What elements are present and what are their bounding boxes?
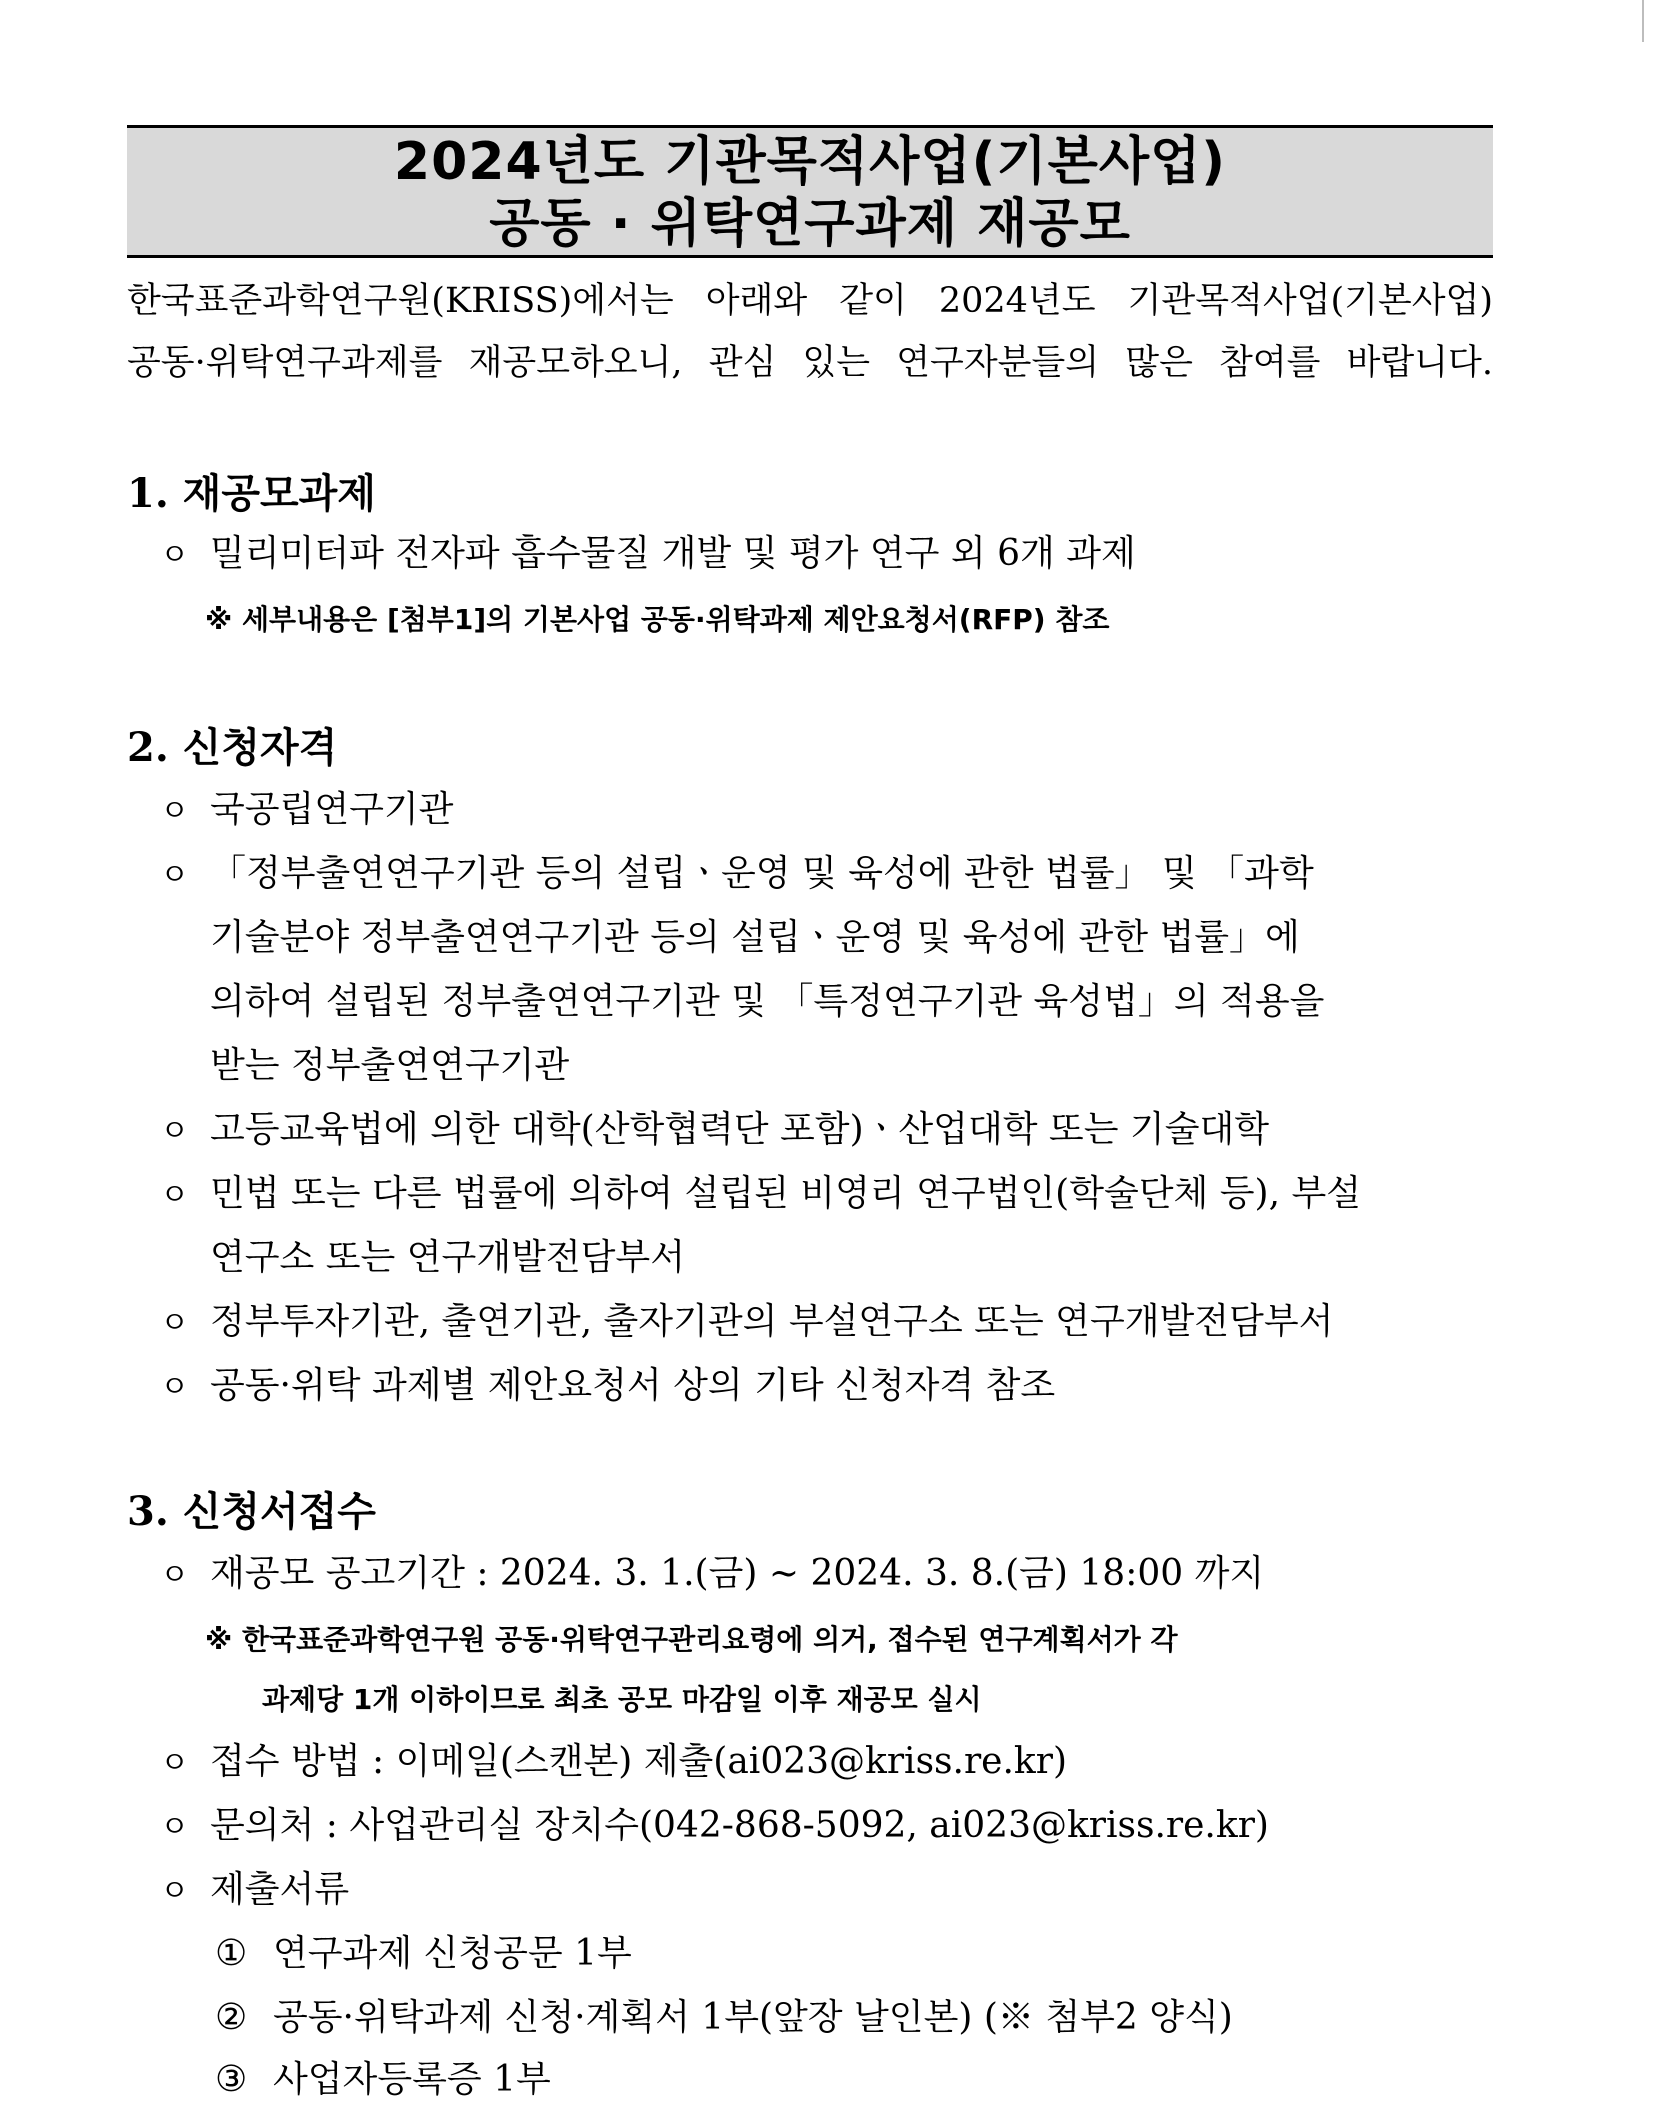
list-item-text: 재공모 공고기간 : 2024. 3. 1.(금) ~ 2024. 3. 8.(금) 18:00 까지 bbox=[210, 1553, 1265, 1594]
section-1-note: ※ 세부내용은 [첨부1]의 기본사업 공동·위탁과제 제안요청서(RFP) 참조 bbox=[205, 603, 1110, 636]
section-2-heading: 2. 신청자격 bbox=[127, 724, 338, 771]
document-list-item bbox=[215, 2048, 551, 2112]
list-item bbox=[160, 1794, 1493, 1860]
document-list-text: 공동·위탁과제 신청·계획서 1부(앞장 날인본) (※ 첨부2 양식) bbox=[273, 1997, 1233, 2038]
circled-number: ② bbox=[215, 1997, 248, 2038]
list-item bbox=[160, 842, 1493, 908]
document-list-item bbox=[215, 1986, 1233, 2050]
bullet-icon: ㅇ bbox=[160, 858, 189, 893]
list-item-text: 정부투자기관, 출연기관, 출자기관의 부설연구소 또는 연구개발전담부서 bbox=[210, 1301, 1334, 1342]
list-item bbox=[160, 1858, 1493, 1924]
section-3-heading: 3. 신청서접수 bbox=[127, 1488, 376, 1535]
list-item-text: 국공립연구기관 bbox=[210, 789, 454, 830]
list-item bbox=[160, 522, 1493, 588]
bullet-icon: ㅇ bbox=[160, 1306, 189, 1341]
list-item-continuation: 기술분야 정부출연연구기관 등의 설립ㆍ운영 및 육성에 관한 법률」에 bbox=[210, 917, 1300, 958]
document-list-item bbox=[215, 1922, 632, 1986]
list-item-continuation: 받는 정부출연연구기관 bbox=[210, 1045, 570, 1086]
list-item-text: 민법 또는 다른 법률에 의하여 설립된 비영리 연구법인(학술단체 등), 부설 bbox=[210, 1173, 1362, 1214]
list-item bbox=[160, 1162, 1493, 1228]
bullet-icon: ㅇ bbox=[160, 1558, 189, 1593]
list-item-text: 공동·위탁 과제별 제안요청서 상의 기타 신청자격 참조 bbox=[210, 1365, 1056, 1406]
list-item bbox=[160, 1354, 1493, 1420]
list-item-text: 고등교육법에 의한 대학(산학협력단 포함)ㆍ산업대학 또는 기술대학 bbox=[210, 1109, 1270, 1150]
bullet-icon: ㅇ bbox=[160, 538, 189, 573]
section-3-note: ※ 한국표준과학연구원 공동·위탁연구관리요령에 의거, 접수된 연구계획서가 각 bbox=[205, 1623, 1178, 1656]
title-line-2: 공동 · 위탁연구과제 재공모 bbox=[489, 194, 1131, 254]
list-item-text: 제출서류 bbox=[210, 1869, 350, 1910]
list-item bbox=[160, 1098, 1493, 1164]
circled-number: ③ bbox=[215, 2059, 248, 2100]
intro-line-1: 한국표준과학연구원(KRISS)에서는 아래와 같이 2024년도 기관목적사업(기본사업) bbox=[127, 281, 1493, 321]
list-item-text: 「정부출연연구기관 등의 설립ㆍ운영 및 육성에 관한 법률」 및 「과학 bbox=[210, 853, 1314, 894]
list-item-continuation: 연구소 또는 연구개발전담부서 bbox=[210, 1237, 685, 1278]
document-title bbox=[127, 125, 1493, 258]
bullet-icon: ㅇ bbox=[160, 1114, 189, 1149]
list-item-text: 문의처 : 사업관리실 장치수(042-868-5092, ai023@kriss.re.kr) bbox=[210, 1805, 1269, 1846]
document-list-text: 사업자등록증 1부 bbox=[273, 2059, 551, 2100]
list-item-text: 접수 방법 : 이메일(스캔본) 제출(ai023@kriss.re.kr) bbox=[210, 1741, 1067, 1782]
list-item bbox=[160, 1290, 1493, 1356]
circled-number: ① bbox=[215, 1933, 248, 1974]
bullet-icon: ㅇ bbox=[160, 1178, 189, 1213]
document-list-text: 연구과제 신청공문 1부 bbox=[273, 1933, 632, 1974]
list-item bbox=[160, 1730, 1493, 1796]
title-line-1: 2024년도 기관목적사업(기본사업) bbox=[393, 132, 1227, 192]
bullet-icon: ㅇ bbox=[160, 1746, 189, 1781]
bullet-icon: ㅇ bbox=[160, 794, 189, 829]
bullet-icon: ㅇ bbox=[160, 1874, 189, 1909]
list-item bbox=[160, 778, 1493, 844]
page-edge-line bbox=[1642, 0, 1644, 42]
list-item-continuation: 의하여 설립된 정부출연연구기관 및 「특정연구기관 육성법」의 적용을 bbox=[210, 981, 1325, 1022]
list-item-text: 밀리미터파 전자파 흡수물질 개발 및 평가 연구 외 6개 과제 bbox=[210, 533, 1136, 574]
intro-line-2: 공동·위탁연구과제를 재공모하오니, 관심 있는 연구자분들의 많은 참여를 바랍니다. bbox=[127, 343, 1493, 383]
bullet-icon: ㅇ bbox=[160, 1370, 189, 1405]
bullet-icon: ㅇ bbox=[160, 1810, 189, 1845]
intro-paragraph bbox=[127, 270, 1493, 394]
section-1-heading: 1. 재공모과제 bbox=[127, 470, 376, 517]
list-item bbox=[160, 1542, 1493, 1608]
section-3-note-continuation: 과제당 1개 이하이므로 최초 공모 마감일 이후 재공모 실시 bbox=[262, 1683, 982, 1716]
